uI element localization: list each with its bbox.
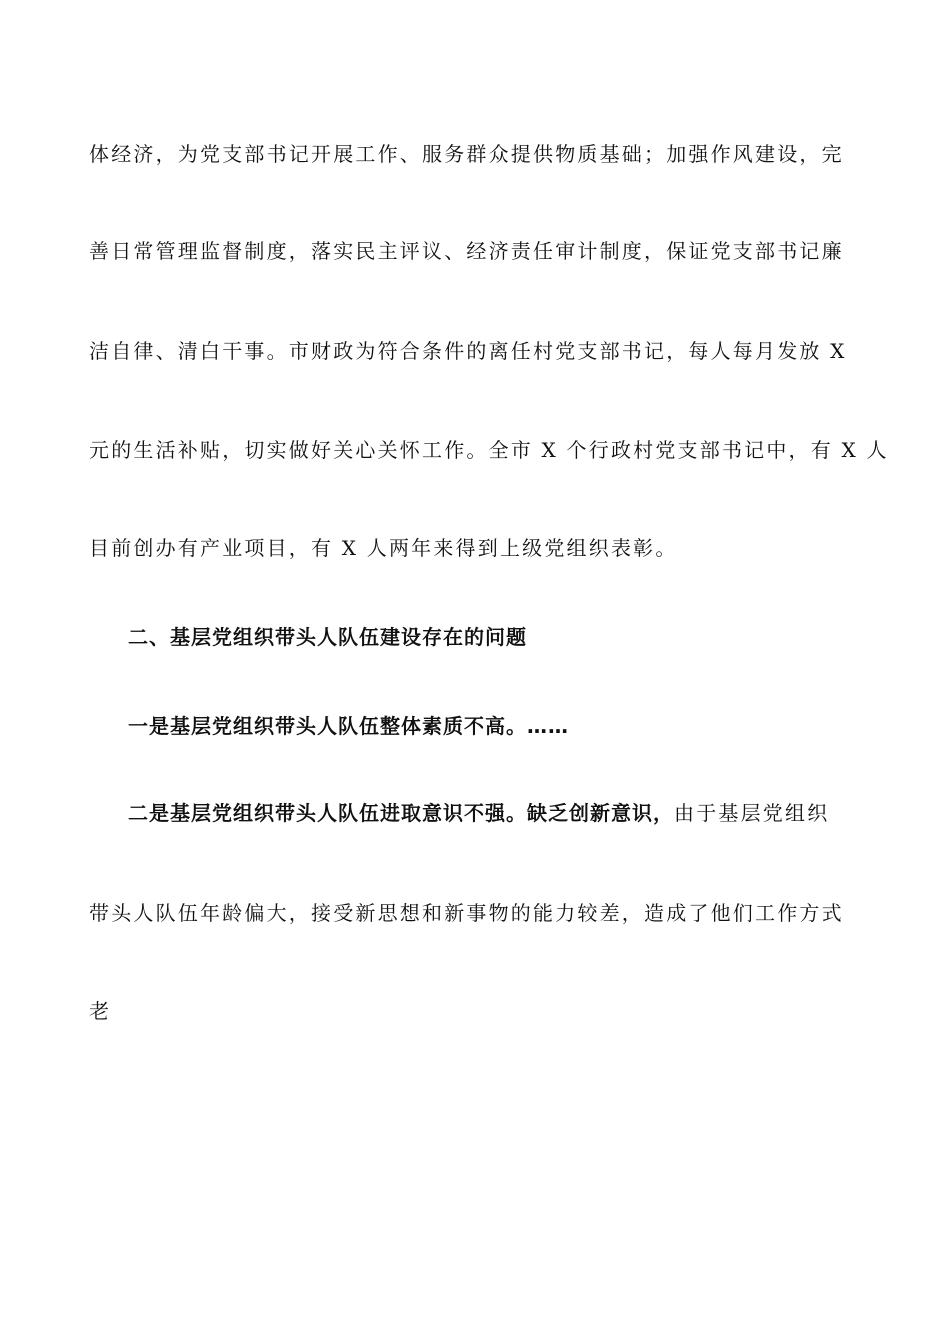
paragraph-line: 洁自律、清白干事。市财政为符合条件的离任村党支部书记，每人每月发放 X: [89, 339, 847, 363]
paragraph-line: 老: [89, 999, 112, 1023]
paragraph-line: 体经济，为党支部书记开展工作、服务群众提供物质基础；加强作风建设，完: [89, 142, 844, 166]
paragraph-line: 元的生活补贴，切实做好关心关怀工作。全市 X 个行政村党支部书记中，有 X 人: [89, 438, 889, 462]
point-one: 一是基层党组织带头人队伍整体素质不高。……: [128, 714, 569, 738]
point-two-text: 由于基层党组织: [674, 801, 830, 825]
section-heading: 二、基层党组织带头人队伍建设存在的问题: [128, 625, 527, 649]
paragraph-line: 带头人队伍年龄偏大，接受新思想和新事物的能力较差，造成了他们工作方式: [89, 901, 844, 925]
paragraph-line: 善日常管理监督制度，落实民主评议、经济责任审计制度，保证党支部书记廉: [89, 239, 844, 263]
point-two-line-1: [128, 800, 868, 826]
paragraph-line: 目前创办有产业项目，有 X 人两年来得到上级党组织表彰。: [89, 536, 678, 560]
point-two-bold-lead: 二是基层党组织带头人队伍进取意识不强。缺乏创新意识，: [128, 801, 674, 825]
